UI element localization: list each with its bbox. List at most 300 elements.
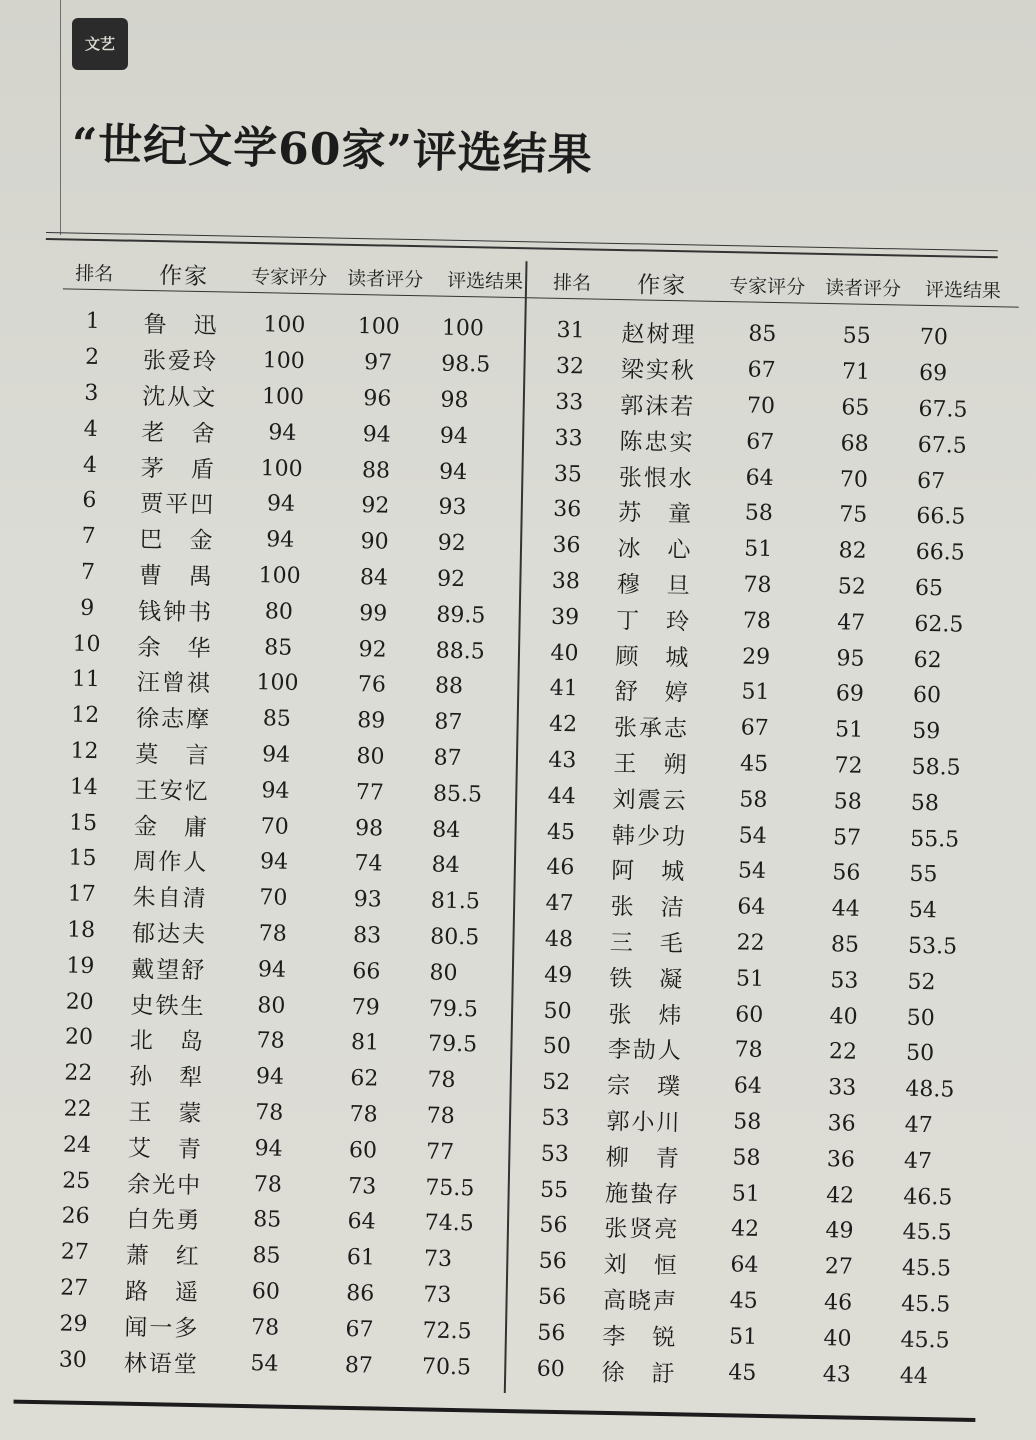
header-expert-score: 专家评分 (250, 265, 328, 289)
author-cell: 刘 恒 (603, 1252, 679, 1280)
header-author: 作家 (158, 262, 210, 290)
reader-score-cell: 27 (824, 1254, 854, 1280)
reader-score-cell: 61 (346, 1245, 376, 1271)
author-cell: 冰 心 (617, 536, 693, 564)
expert-score-cell: 80 (264, 599, 294, 625)
reader-score-cell: 40 (823, 1325, 852, 1352)
expert-score-cell: 100 (261, 384, 305, 410)
author-cell: 鲁 迅 (143, 312, 219, 340)
reader-score-cell: 40 (829, 1003, 858, 1030)
author-cell: 张贤亮 (604, 1216, 680, 1244)
reader-score-cell: 66 (352, 958, 381, 985)
expert-score-cell: 85 (262, 706, 292, 732)
result-cell: 46.5 (903, 1184, 953, 1211)
author-cell: 王 朔 (613, 750, 689, 779)
rank-cell: 4 (82, 452, 98, 478)
author-cell: 三 毛 (609, 929, 686, 958)
reader-score-cell: 42 (825, 1182, 855, 1209)
expert-score-cell: 54 (737, 858, 767, 885)
author-cell: 余 华 (137, 634, 213, 662)
author-cell: 老 舍 (141, 419, 217, 448)
reader-score-cell: 83 (352, 922, 382, 949)
reader-score-cell: 47 (836, 610, 866, 636)
reader-score-cell: 51 (834, 717, 864, 743)
result-cell: 93 (438, 494, 467, 521)
reader-score-cell: 86 (345, 1280, 375, 1307)
rank-cell: 50 (542, 1034, 572, 1060)
result-cell: 92 (436, 566, 466, 593)
author-cell: 李 锐 (602, 1323, 678, 1352)
result-cell: 98.5 (440, 351, 491, 378)
expert-score-cell: 94 (261, 742, 291, 768)
expert-score-cell: 78 (250, 1314, 280, 1341)
reader-score-cell: 71 (841, 359, 871, 386)
rank-cell: 33 (554, 425, 583, 452)
author-cell: 穆 旦 (616, 571, 693, 600)
result-cell: 73 (423, 1282, 452, 1308)
result-cell: 72.5 (422, 1318, 472, 1345)
header-rank: 排名 (552, 271, 592, 294)
rank-cell: 12 (70, 702, 100, 729)
result-cell: 80.5 (430, 924, 480, 951)
rank-cell: 24 (62, 1132, 92, 1158)
result-cell: 67.5 (917, 432, 967, 459)
rank-cell: 55 (539, 1177, 569, 1203)
result-cell: 55 (909, 862, 938, 888)
result-cell: 55.5 (909, 826, 960, 853)
rank-cell: 36 (552, 497, 582, 523)
author-cell: 萧 红 (125, 1242, 202, 1271)
result-cell: 50 (906, 1005, 936, 1031)
rank-cell: 20 (64, 1024, 94, 1051)
rank-cell: 15 (68, 810, 98, 836)
author-cell: 汪曾祺 (136, 670, 213, 698)
rank-cell: 1 (85, 309, 100, 335)
reader-score-cell: 72 (834, 753, 863, 779)
result-cell: 89.5 (436, 602, 486, 629)
rank-cell: 38 (551, 568, 581, 595)
header-reader-score: 读者评分 (824, 276, 902, 300)
expert-score-cell: 78 (742, 608, 772, 634)
rank-cell: 46 (546, 855, 575, 881)
expert-score-cell: 45 (739, 751, 769, 777)
expert-score-cell: 58 (732, 1145, 761, 1171)
result-cell: 70 (919, 325, 949, 351)
rank-cell: 43 (548, 747, 577, 774)
author-cell: 阿 城 (611, 858, 687, 886)
author-cell: 贾平凹 (139, 491, 216, 519)
result-cell: 73 (423, 1246, 453, 1273)
result-cell: 66.5 (915, 539, 965, 566)
result-cell: 88.5 (435, 638, 485, 665)
result-cell: 98 (440, 387, 469, 414)
expert-score-cell: 94 (255, 1064, 285, 1090)
result-cell: 65 (914, 575, 944, 602)
expert-score-cell: 51 (743, 536, 773, 563)
header-author: 作家 (636, 271, 688, 299)
author-cell: 张 炜 (608, 1001, 684, 1029)
reader-score-cell: 77 (355, 779, 385, 806)
reader-score-cell: 90 (360, 529, 389, 555)
reader-score-cell: 46 (823, 1290, 853, 1316)
author-cell: 朱自清 (132, 884, 208, 913)
author-cell: 曹 禺 (138, 562, 215, 591)
result-cell: 48.5 (905, 1076, 955, 1103)
rank-cell: 35 (553, 461, 583, 487)
expert-score-cell: 58 (744, 500, 774, 527)
author-cell: 丁 玲 (615, 607, 692, 636)
result-cell: 60 (912, 683, 942, 709)
result-cell: 70.5 (421, 1353, 472, 1380)
author-cell: 沈从文 (142, 383, 218, 412)
reader-score-cell: 79 (351, 994, 380, 1021)
author-cell: 梁实秋 (620, 357, 697, 385)
result-cell: 45.5 (902, 1219, 952, 1246)
reader-score-cell: 76 (357, 672, 387, 698)
expert-score-cell: 78 (734, 1037, 763, 1064)
result-cell: 53.5 (907, 933, 958, 960)
rank-cell: 6 (82, 488, 97, 514)
reader-score-cell: 87 (344, 1352, 374, 1378)
expert-score-cell: 78 (256, 1028, 285, 1055)
expert-score-cell: 78 (258, 921, 287, 947)
author-cell: 茅 盾 (140, 455, 217, 483)
result-cell: 88 (434, 673, 464, 700)
author-cell: 艾 青 (127, 1135, 204, 1163)
expert-score-cell: 51 (735, 966, 765, 992)
reader-score-cell: 57 (832, 824, 862, 851)
reader-score-cell: 82 (838, 538, 867, 564)
header-reader-score: 读者评分 (346, 267, 424, 291)
result-cell: 78 (427, 1067, 456, 1094)
expert-score-cell: 80 (257, 992, 286, 1019)
rank-cell: 27 (59, 1275, 89, 1301)
rank-cell: 45 (546, 819, 576, 845)
result-cell: 54 (908, 897, 938, 924)
expert-score-cell: 42 (730, 1216, 760, 1243)
reader-score-cell: 52 (837, 574, 867, 600)
expert-score-cell: 85 (253, 1207, 282, 1234)
expert-score-cell: 70 (259, 885, 288, 911)
rank-cell: 26 (61, 1203, 90, 1230)
result-cell: 79.5 (427, 1031, 478, 1058)
seal-logo (72, 18, 128, 70)
rank-cell: 60 (536, 1356, 565, 1382)
result-cell: 47 (903, 1148, 933, 1174)
reader-score-cell: 93 (353, 887, 383, 913)
author-cell: 刘震云 (612, 786, 688, 815)
expert-score-cell: 94 (261, 777, 290, 804)
reader-score-cell: 33 (828, 1075, 857, 1101)
expert-score-cell: 45 (729, 1288, 759, 1314)
expert-score-cell: 67 (740, 715, 770, 742)
author-cell: 钱钟书 (137, 598, 214, 627)
author-cell: 张承志 (613, 715, 690, 743)
author-cell: 白先勇 (126, 1207, 202, 1235)
rank-cell: 36 (552, 532, 581, 559)
author-cell: 王安忆 (134, 777, 210, 805)
rank-cell: 10 (72, 631, 101, 657)
header-expert-score: 专家评分 (728, 274, 806, 299)
result-cell: 69 (918, 360, 948, 387)
author-cell: 郭沫若 (619, 393, 696, 421)
expert-score-cell: 51 (741, 679, 770, 706)
reader-score-cell: 74 (354, 851, 383, 877)
result-cell: 67.5 (918, 396, 968, 423)
table-body-right (520, 299, 1019, 1396)
expert-score-cell: 94 (268, 420, 297, 446)
expert-score-cell: 100 (263, 312, 306, 339)
author-cell: 顾 城 (615, 643, 691, 672)
reader-score-cell: 78 (349, 1101, 378, 1128)
spine-line (60, 0, 61, 235)
rank-cell: 25 (62, 1168, 91, 1194)
result-cell: 77 (425, 1139, 455, 1165)
result-cell: 45.5 (901, 1291, 951, 1318)
reader-score-cell: 69 (835, 681, 865, 708)
rank-cell: 20 (65, 989, 94, 1015)
expert-score-cell: 45 (728, 1359, 757, 1386)
expert-score-cell: 85 (252, 1243, 281, 1269)
author-cell: 史铁生 (130, 992, 206, 1020)
rank-cell: 44 (547, 783, 576, 810)
result-cell: 80 (429, 960, 458, 986)
expert-score-cell: 67 (747, 357, 776, 384)
rank-cell: 22 (64, 1060, 93, 1087)
expert-score-cell: 100 (258, 563, 301, 589)
expert-score-cell: 85 (263, 634, 293, 661)
reader-score-cell: 65 (841, 395, 870, 421)
result-cell: 74.5 (424, 1210, 474, 1237)
expert-score-cell: 70 (746, 393, 776, 420)
author-cell: 郁达夫 (131, 920, 208, 949)
expert-score-cell: 64 (737, 894, 766, 921)
author-cell: 苏 童 (617, 500, 694, 528)
reader-score-cell: 55 (842, 323, 871, 350)
rank-cell: 30 (58, 1346, 88, 1373)
rank-cell: 4 (83, 416, 98, 442)
result-cell: 62 (913, 647, 942, 673)
author-cell: 张爱玲 (142, 348, 219, 376)
reader-score-cell: 92 (358, 636, 387, 663)
expert-score-cell: 58 (739, 787, 768, 813)
rank-cell: 50 (543, 998, 572, 1024)
author-cell: 宗 璞 (606, 1073, 683, 1101)
rank-cell: 3 (84, 380, 99, 407)
rank-cell: 56 (538, 1248, 568, 1275)
expert-score-cell: 67 (746, 429, 775, 455)
expert-score-cell: 54 (738, 822, 767, 849)
header-result: 评选结果 (446, 269, 524, 293)
expert-score-cell: 94 (266, 527, 295, 553)
result-cell: 45.5 (900, 1327, 950, 1354)
rank-cell: 29 (59, 1311, 88, 1337)
header-result: 评选结果 (924, 278, 1002, 302)
result-cell: 75.5 (425, 1174, 475, 1201)
result-cell: 78 (426, 1103, 456, 1129)
rank-cell: 47 (545, 890, 574, 917)
reader-score-cell: 53 (830, 967, 859, 994)
expert-score-cell: 85 (748, 321, 777, 348)
author-cell: 李劼人 (607, 1037, 684, 1065)
result-cell: 52 (907, 969, 936, 995)
page-title: “世纪文学60家”评选结果 (71, 119, 594, 181)
author-cell: 张恨水 (618, 464, 695, 493)
author-cell: 北 岛 (129, 1028, 206, 1056)
expert-score-cell: 78 (253, 1171, 283, 1198)
rank-cell: 48 (544, 926, 574, 953)
rank-cell: 33 (555, 389, 584, 416)
author-cell: 路 遥 (124, 1278, 201, 1307)
expert-score-cell: 51 (728, 1324, 758, 1350)
reader-score-cell: 36 (827, 1111, 856, 1137)
rank-cell: 7 (81, 523, 96, 550)
expert-score-cell: 100 (260, 455, 303, 482)
results-table (24, 232, 1002, 1422)
result-cell: 44 (899, 1363, 929, 1389)
reader-score-cell: 80 (356, 744, 385, 770)
table-body-left (42, 289, 541, 1386)
reader-score-cell: 22 (828, 1039, 858, 1066)
reader-score-cell: 98 (354, 815, 384, 842)
expert-score-cell: 60 (735, 1001, 764, 1028)
rank-cell: 19 (66, 953, 95, 979)
result-cell: 84 (432, 817, 461, 843)
rank-cell: 41 (549, 676, 579, 702)
result-cell: 94 (439, 423, 469, 449)
reader-score-cell: 68 (840, 431, 869, 457)
expert-score-cell: 51 (731, 1180, 761, 1207)
reader-score-cell: 70 (839, 466, 869, 493)
reader-score-cell: 58 (833, 788, 862, 815)
expert-score-cell: 94 (266, 491, 296, 518)
reader-score-cell: 100 (357, 314, 401, 341)
reader-score-cell: 95 (836, 645, 865, 672)
rank-cell: 11 (71, 666, 101, 693)
reader-score-cell: 96 (363, 386, 392, 412)
table-left-half (42, 254, 541, 1386)
expert-score-cell: 29 (741, 644, 771, 670)
rank-cell: 2 (84, 344, 100, 371)
rank-cell: 14 (69, 774, 99, 800)
reader-score-cell: 84 (359, 565, 389, 591)
reader-score-cell: 89 (356, 708, 386, 734)
result-cell: 67 (916, 468, 946, 494)
expert-score-cell: 78 (743, 572, 772, 598)
expert-score-cell: 94 (257, 956, 287, 983)
author-cell: 徐志摩 (135, 705, 212, 734)
rank-cell: 56 (539, 1212, 568, 1239)
reader-score-cell: 85 (830, 932, 860, 958)
rank-cell: 31 (556, 318, 585, 344)
reader-score-cell: 94 (362, 421, 391, 448)
expert-score-cell: 64 (733, 1073, 763, 1100)
author-cell: 陈忠实 (619, 428, 695, 457)
expert-score-cell: 78 (255, 1100, 284, 1126)
expert-score-cell: 64 (730, 1252, 759, 1278)
rank-cell: 52 (541, 1069, 571, 1096)
rank-cell: 12 (70, 738, 99, 765)
rank-cell: 39 (550, 604, 580, 631)
rank-cell: 49 (544, 962, 573, 988)
rank-cell: 27 (60, 1239, 90, 1266)
expert-score-cell: 100 (256, 670, 299, 697)
expert-score-cell: 54 (250, 1350, 279, 1377)
rank-cell: 32 (555, 354, 585, 380)
reader-score-cell: 64 (347, 1209, 376, 1235)
result-cell: 62.5 (914, 611, 964, 638)
reader-score-cell: 99 (359, 600, 388, 627)
result-cell: 100 (441, 316, 485, 342)
rank-cell: 7 (80, 559, 96, 585)
author-cell: 周作人 (133, 849, 209, 877)
table-bottom-rule (14, 1400, 976, 1422)
reader-score-cell: 75 (839, 502, 868, 529)
rank-cell: 22 (63, 1096, 92, 1122)
author-cell: 莫 言 (135, 741, 211, 770)
rank-cell: 56 (537, 1320, 566, 1346)
result-cell: 94 (438, 459, 468, 485)
reader-score-cell: 36 (826, 1146, 856, 1173)
expert-score-cell: 58 (732, 1109, 762, 1135)
expert-score-cell: 60 (251, 1279, 281, 1305)
result-cell: 92 (437, 530, 467, 557)
result-cell: 58 (910, 790, 940, 816)
author-cell: 赵树理 (621, 321, 697, 349)
reader-score-cell: 44 (831, 896, 860, 922)
reader-score-cell: 56 (832, 860, 861, 887)
author-cell: 巴 金 (139, 527, 215, 555)
result-cell: 87 (434, 709, 463, 736)
author-cell: 林语堂 (123, 1350, 199, 1378)
rank-cell: 56 (537, 1284, 567, 1311)
author-cell: 舒 婷 (614, 679, 690, 707)
result-cell: 59 (912, 718, 941, 745)
author-cell: 余光中 (126, 1171, 203, 1199)
author-cell: 闻一多 (124, 1314, 200, 1342)
rank-cell: 17 (67, 881, 96, 908)
expert-score-cell: 94 (254, 1135, 283, 1162)
result-cell: 85.5 (432, 781, 483, 808)
table-right-half (520, 264, 1019, 1396)
author-cell: 韩少功 (611, 822, 688, 850)
rank-cell: 18 (66, 917, 96, 944)
author-cell: 孙 犁 (128, 1063, 205, 1092)
result-cell: 45.5 (901, 1255, 952, 1282)
result-cell: 79.5 (428, 996, 479, 1022)
rank-cell: 53 (541, 1105, 570, 1132)
reader-score-cell: 60 (348, 1137, 378, 1164)
rank-cell: 9 (80, 595, 95, 621)
expert-score-cell: 64 (745, 465, 774, 491)
result-cell: 58.5 (911, 754, 961, 781)
expert-score-cell: 22 (736, 930, 765, 956)
author-cell: 高晓声 (602, 1287, 679, 1316)
reader-score-cell: 92 (361, 493, 390, 520)
seal-glyph: 文艺 (84, 35, 115, 53)
result-cell: 50 (905, 1040, 935, 1067)
result-cell: 87 (433, 745, 462, 772)
header-rank: 排名 (74, 262, 114, 285)
result-cell: 84 (431, 852, 460, 879)
result-cell: 66.5 (916, 504, 966, 531)
reader-score-cell: 62 (350, 1066, 379, 1092)
expert-score-cell: 100 (262, 348, 305, 375)
rank-cell: 40 (550, 640, 579, 666)
reader-score-cell: 49 (825, 1218, 854, 1244)
reader-score-cell: 88 (361, 457, 391, 484)
rank-cell: 53 (540, 1141, 570, 1167)
